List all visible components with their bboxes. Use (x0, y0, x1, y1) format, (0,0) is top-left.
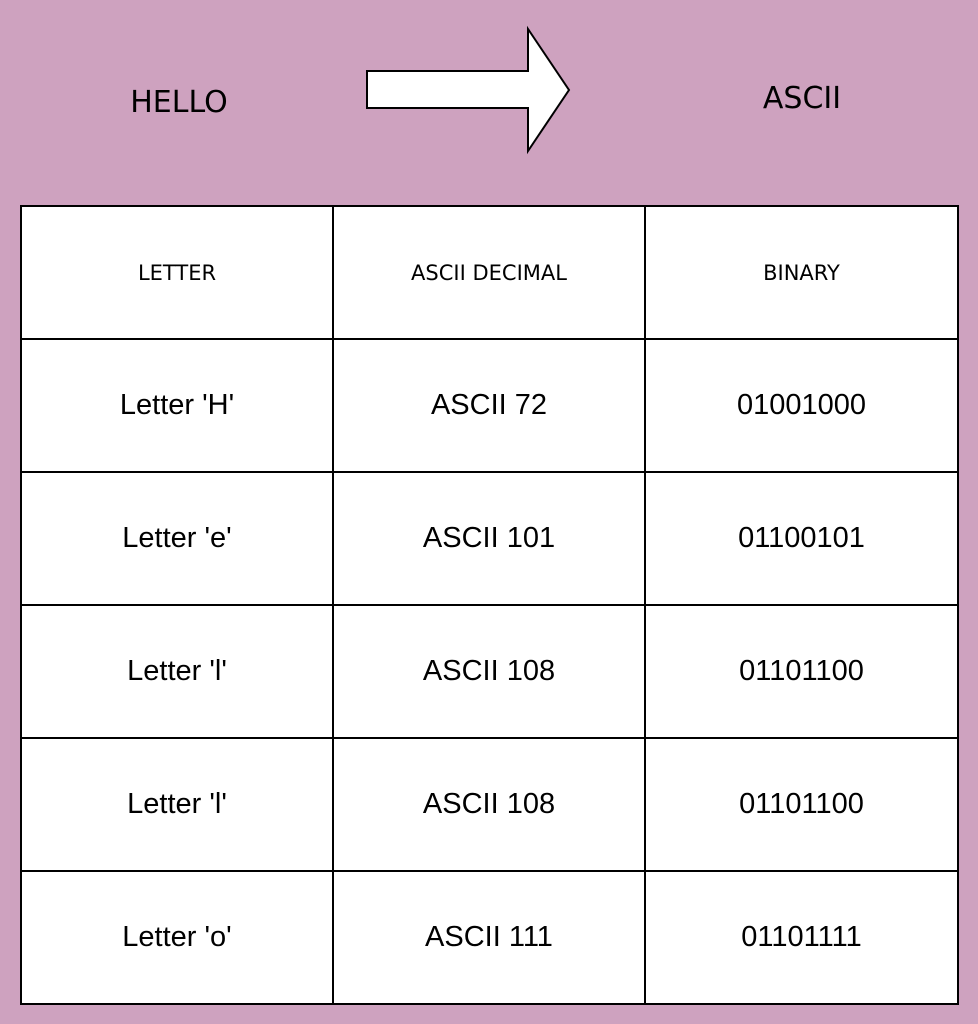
target-word: ASCII (762, 81, 842, 116)
column-header-ascii-decimal: ASCII DECIMAL (333, 206, 645, 339)
binary-cell: 01001000 (645, 339, 958, 472)
table-row (21, 738, 958, 871)
decimal-cell: ASCII 72 (333, 339, 645, 472)
table-row (21, 472, 958, 605)
letter-cell: Letter 'l' (21, 605, 333, 738)
decimal-cell: ASCII 108 (333, 605, 645, 738)
ascii-conversion-table (20, 205, 959, 1005)
letter-cell: Letter 'H' (21, 339, 333, 472)
decimal-cell: ASCII 111 (333, 871, 645, 1004)
table-row (21, 339, 958, 472)
column-header-binary: BINARY (645, 206, 958, 339)
binary-cell: 01101100 (645, 738, 958, 871)
letter-cell: Letter 'o' (21, 871, 333, 1004)
table-row (21, 605, 958, 738)
source-word: HELLO (130, 85, 228, 120)
decimal-cell: ASCII 101 (333, 472, 645, 605)
column-header-letter: LETTER (21, 206, 333, 339)
letter-cell: Letter 'e' (21, 472, 333, 605)
binary-cell: 01100101 (645, 472, 958, 605)
decimal-cell: ASCII 108 (333, 738, 645, 871)
binary-cell: 01101111 (645, 871, 958, 1004)
letter-cell: Letter 'l' (21, 738, 333, 871)
table-header-row (21, 206, 958, 339)
table-row (21, 871, 958, 1004)
binary-cell: 01101100 (645, 605, 958, 738)
